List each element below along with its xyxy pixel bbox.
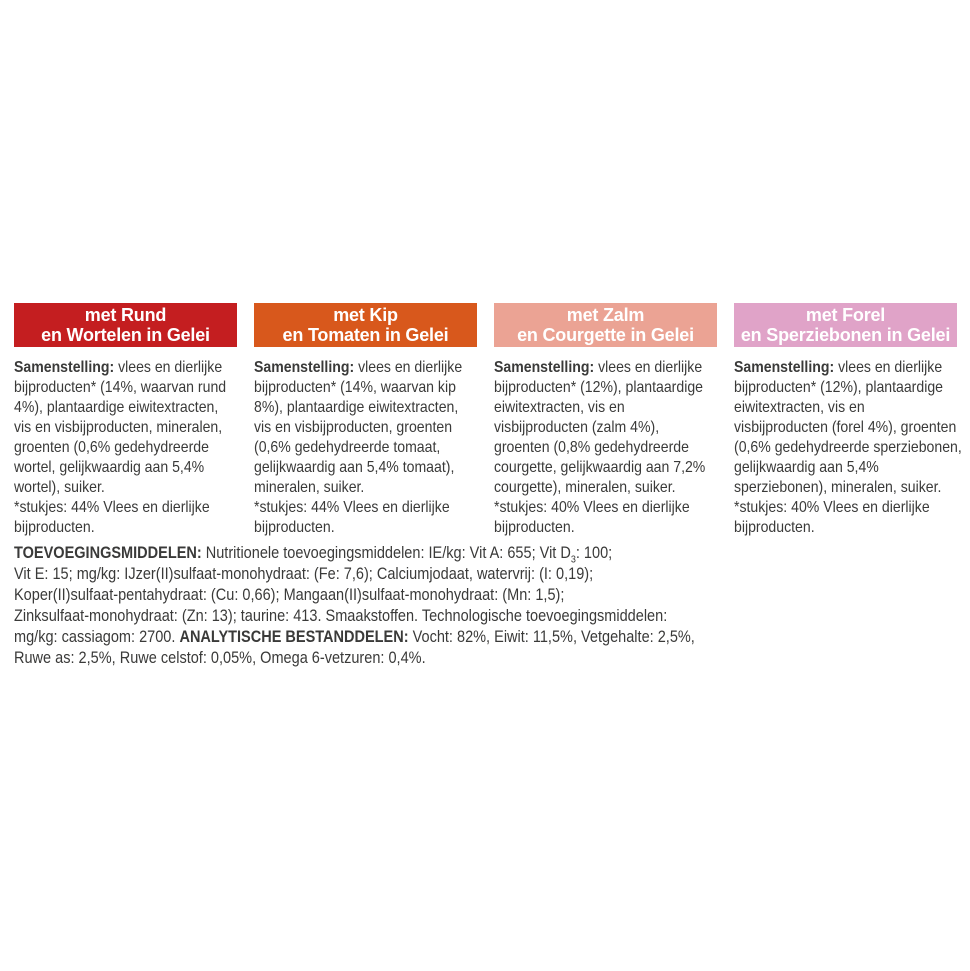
text-line: wortel, gelijkwaardig aan 5,4%: [14, 459, 205, 476]
text-line: bijproducten.: [14, 519, 95, 536]
text-line: vis en visbijproducten, groenten: [254, 419, 453, 436]
text-line: [14, 358, 237, 378]
composition-lines: [14, 378, 237, 538]
text-line: *stukjes: 44% Vlees en dierlijke: [254, 499, 450, 516]
additives-line1-text: Nutritionele toevoegingsmiddelen: IE/kg: Vit A: 655; Vit D: [201, 544, 571, 562]
text-line: sperziebonen), mineralen, suiker.: [734, 479, 942, 496]
composition-lines: [734, 378, 962, 538]
product-header-rund: [14, 303, 237, 347]
text-line: groenten (0,6% gedehydreerde: [14, 439, 209, 456]
product-header-line2: en Tomaten in Gelei: [282, 325, 449, 345]
product-column-kip: [254, 303, 477, 538]
product-column-zalm: [494, 303, 717, 538]
vitamin-d3-subscript: 3: [570, 554, 576, 566]
analytical-heading: ANALYTISCHE BESTANDDELEN:: [179, 628, 409, 646]
text-line: Ruwe as: 2,5%, Ruwe celstof: 0,05%, Omega 6-vetzuren: 0,4%.: [14, 649, 426, 667]
composition-label: Samenstelling:: [494, 359, 595, 376]
additives-line5-start: mg/kg: cassiagom: 2700.: [14, 628, 180, 646]
product-columns: [14, 303, 962, 538]
text-line: eiwitextracten, vis en: [494, 399, 625, 416]
composition-text: [254, 358, 477, 538]
text-line: wortel), suiker.: [14, 479, 105, 496]
text-line: visbijproducten (forel 4%), groenten: [734, 419, 957, 436]
composition-first-line: vlees en dierlijke: [834, 359, 943, 376]
text-line: 4%), plantaardige eiwitextracten,: [14, 399, 219, 416]
composition-text: [14, 358, 237, 538]
text-line: *stukjes: 40% Vlees en dierlijke: [494, 499, 690, 516]
composition-first-line: vlees en dierlijke: [354, 359, 463, 376]
product-header-line2: en Courgette in Gelei: [517, 325, 694, 345]
product-header-line1: met Kip: [333, 305, 398, 325]
text-line: bijproducten.: [734, 519, 815, 536]
composition-first-line: vlees en dierlijke: [594, 359, 703, 376]
additives-heading: TOEVOEGINGSMIDDELEN:: [14, 544, 202, 562]
composition-lines: [494, 378, 717, 538]
product-header-zalm: [494, 303, 717, 347]
product-header-line1: met Rund: [84, 305, 167, 325]
text-line: Koper(II)sulfaat-pentahydraat: (Cu: 0,66); Mangaan(II)sulfaat-monohydraat: (Mn: 1,5);: [14, 586, 565, 604]
text-line: 8%), plantaardige eiwitextracten,: [254, 399, 459, 416]
product-header-kip: [254, 303, 477, 347]
text-line: (0,6% gedehydreerde sperziebonen,: [734, 439, 962, 456]
text-line: bijproducten* (12%), plantaardige: [494, 379, 703, 396]
text-line: [734, 358, 957, 378]
composition-lines: [254, 378, 477, 538]
composition-label: Samenstelling:: [14, 359, 115, 376]
text-line: visbijproducten (zalm 4%),: [494, 419, 660, 436]
product-column-rund: [14, 303, 237, 538]
product-column-forel: [734, 303, 962, 538]
text-line: vis en visbijproducten, mineralen,: [14, 419, 223, 436]
composition-text: [494, 358, 717, 538]
product-header-line1: met Forel: [805, 305, 886, 325]
text-line: courgette), mineralen, suiker.: [494, 479, 676, 496]
text-line: Zinksulfaat-monohydraat: (Zn: 13); taurine: 413. Smaakstoffen. Technologische toevoegingsmiddelen:: [14, 607, 668, 625]
composition-label: Samenstelling:: [254, 359, 355, 376]
text-line: [254, 358, 477, 378]
additives-section: [14, 543, 718, 669]
composition-text: [734, 358, 962, 538]
text-line: (0,6% gedehydreerde tomaat,: [254, 439, 441, 456]
text-line: gelijkwaardig aan 5,4%: [734, 459, 879, 476]
text-line: bijproducten* (12%), plantaardige: [734, 379, 943, 396]
text-line: bijproducten.: [494, 519, 575, 536]
text-line: mineralen, suiker.: [254, 479, 365, 496]
product-header-line2: en Wortelen in Gelei: [41, 325, 210, 345]
text-line: groenten (0,8% gedehydreerde: [494, 439, 689, 456]
text-line: *stukjes: 44% Vlees en dierlijke: [14, 499, 210, 516]
text-line: [14, 627, 718, 648]
text-line: *stukjes: 40% Vlees en dierlijke: [734, 499, 930, 516]
text-line: bijproducten* (14%, waarvan rund: [14, 379, 227, 396]
text-line: [494, 358, 717, 378]
text-line: courgette, gelijkwaardig aan 7,2%: [494, 459, 706, 476]
text-line: eiwitextracten, vis en: [734, 399, 865, 416]
product-header-line1: met Zalm: [566, 305, 645, 325]
product-header-forel: [734, 303, 957, 347]
text-line: Vit E: 15; mg/kg: IJzer(II)sulfaat-monohydraat: (Fe: 7,6); Calciumjodaat, watervrij: (I: 0,19);: [14, 565, 594, 583]
additives-line5-end: Vocht: 82%, Eiwit: 11,5%, Vetgehalte: 2,5%,: [408, 628, 695, 646]
composition-label: Samenstelling:: [734, 359, 835, 376]
text-line: bijproducten.: [254, 519, 335, 536]
text-line: gelijkwaardig aan 5,4% tomaat),: [254, 459, 455, 476]
product-header-line2: en Sperziebonen in Gelei: [740, 325, 951, 345]
text-line: bijproducten* (14%, waarvan kip: [254, 379, 456, 396]
text-line: [14, 543, 718, 564]
composition-first-line: vlees en dierlijke: [114, 359, 223, 376]
additives-line1-end: : 100;: [575, 544, 613, 562]
